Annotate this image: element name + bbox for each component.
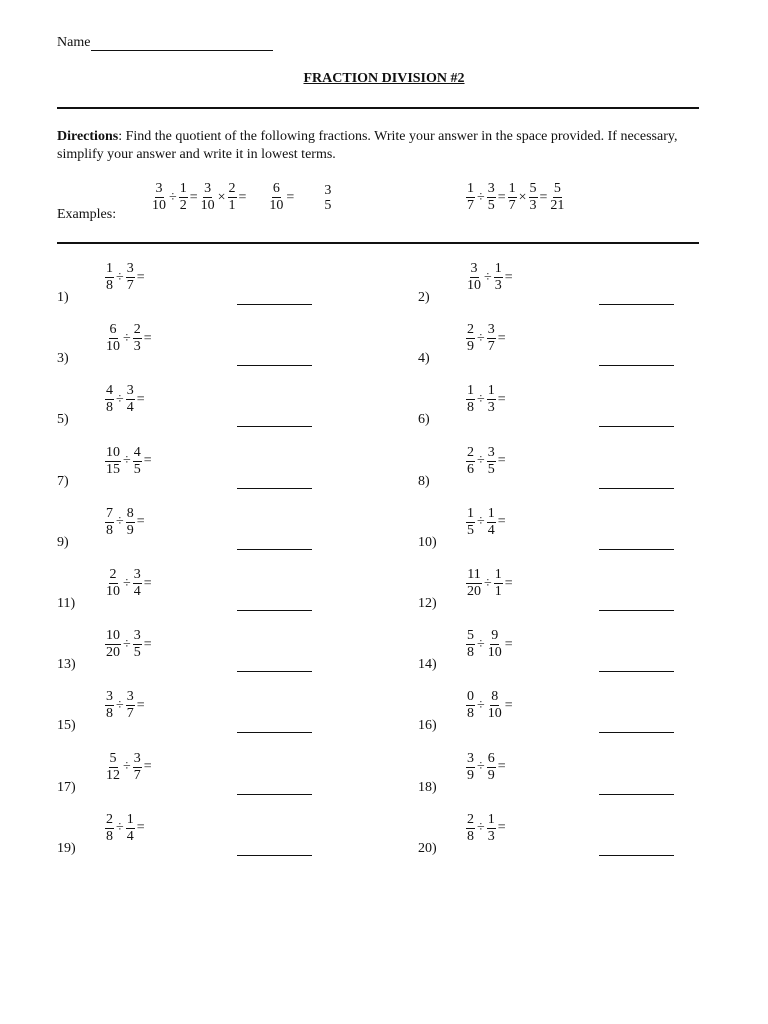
answer-blank[interactable] bbox=[599, 732, 674, 733]
numerator: 8 bbox=[126, 505, 134, 521]
numerator: 10 bbox=[106, 628, 120, 644]
problem-number: 17) bbox=[57, 779, 76, 795]
divide-sign: ÷ bbox=[116, 514, 124, 530]
denominator: 15 bbox=[106, 461, 120, 477]
numerator: 2 bbox=[109, 567, 117, 582]
numerator: 3 bbox=[133, 750, 141, 766]
problem-expression bbox=[104, 446, 153, 477]
answer-blank[interactable] bbox=[237, 488, 312, 489]
denominator: 10 bbox=[106, 584, 120, 599]
problem-number: 9) bbox=[57, 534, 69, 550]
numerator: 10 bbox=[106, 444, 120, 460]
problem-number: 15) bbox=[57, 718, 76, 734]
answer-blank[interactable] bbox=[599, 610, 674, 611]
denominator: 3 bbox=[487, 400, 495, 416]
numerator: 3 bbox=[470, 261, 478, 276]
equals-sign: = bbox=[143, 575, 152, 591]
problem-number: 14) bbox=[418, 657, 437, 673]
fraction bbox=[228, 182, 237, 213]
denominator: 8 bbox=[467, 400, 474, 416]
denominator: 7 bbox=[126, 278, 134, 293]
numerator: 1 bbox=[494, 567, 502, 582]
answer-blank[interactable] bbox=[599, 855, 674, 856]
answer-blank[interactable] bbox=[237, 855, 312, 856]
numerator: 3 bbox=[126, 261, 134, 276]
denominator: 9 bbox=[467, 767, 474, 783]
problem-number: 3) bbox=[57, 351, 69, 367]
denominator: 10 bbox=[487, 645, 502, 661]
numerator: 3 bbox=[126, 383, 134, 399]
denominator: 7 bbox=[467, 198, 474, 213]
numerator: 2 bbox=[228, 181, 236, 196]
examples-divider bbox=[57, 242, 699, 244]
fraction bbox=[179, 182, 188, 213]
divide-sign: ÷ bbox=[116, 269, 124, 285]
equals-sign: = bbox=[497, 820, 506, 836]
fraction bbox=[105, 262, 114, 293]
fraction bbox=[126, 690, 135, 721]
problem-expression bbox=[465, 384, 507, 415]
problem-number: 2) bbox=[418, 290, 430, 305]
equals-sign: = bbox=[497, 330, 506, 346]
numerator: 5 bbox=[109, 750, 117, 766]
fraction bbox=[466, 323, 475, 354]
numerator: 3 bbox=[106, 689, 113, 705]
numerator: 3 bbox=[126, 689, 134, 705]
fraction bbox=[466, 813, 475, 844]
denominator: 4 bbox=[487, 522, 495, 538]
equals-sign: = bbox=[238, 189, 247, 205]
times-sign: × bbox=[217, 189, 226, 205]
numerator: 3 bbox=[133, 628, 141, 644]
equals-sign: = bbox=[504, 575, 513, 591]
fraction bbox=[529, 182, 538, 213]
problem-expression bbox=[465, 507, 507, 538]
problem-number: 19) bbox=[57, 840, 76, 856]
answer-blank[interactable] bbox=[237, 426, 312, 427]
problem-expression bbox=[104, 262, 146, 293]
numerator: 2 bbox=[467, 811, 474, 827]
numerator: 4 bbox=[133, 444, 141, 460]
problem-number: 20) bbox=[418, 840, 437, 856]
denominator: 8 bbox=[106, 828, 113, 844]
fraction bbox=[487, 629, 503, 660]
numerator: 2 bbox=[467, 322, 474, 338]
problem-number: 6) bbox=[418, 412, 430, 428]
fraction bbox=[487, 182, 496, 213]
fraction bbox=[466, 262, 482, 293]
problem-expression bbox=[465, 262, 514, 293]
directions-label: Directions bbox=[57, 129, 119, 144]
problem-expression bbox=[465, 323, 507, 354]
equals-sign: = bbox=[136, 820, 145, 836]
fraction bbox=[105, 690, 114, 721]
numerator: 1 bbox=[467, 383, 474, 399]
numerator: 2 bbox=[133, 322, 141, 338]
answer-blank[interactable] bbox=[599, 426, 674, 427]
fraction bbox=[126, 262, 135, 293]
fraction bbox=[133, 568, 142, 599]
fraction bbox=[133, 629, 142, 660]
divide-sign: ÷ bbox=[477, 189, 485, 205]
worksheet-title: FRACTION DIVISION #2 bbox=[303, 71, 465, 86]
problem-number: 12) bbox=[418, 596, 437, 611]
fraction bbox=[487, 507, 496, 538]
divide-sign: ÷ bbox=[477, 820, 485, 836]
equals-sign: = bbox=[189, 189, 198, 205]
denominator: 20 bbox=[106, 645, 120, 661]
numerator: 6 bbox=[109, 322, 117, 338]
numerator: 6 bbox=[272, 181, 280, 196]
answer-blank[interactable] bbox=[599, 488, 674, 489]
denominator: 10 bbox=[152, 198, 166, 213]
numerator: 3 bbox=[204, 181, 212, 196]
denominator: 3 bbox=[494, 278, 502, 293]
numerator: 3 bbox=[133, 567, 141, 582]
example-1 bbox=[150, 182, 332, 213]
denominator: 7 bbox=[133, 767, 141, 783]
answer-blank[interactable] bbox=[599, 365, 674, 366]
divide-sign: ÷ bbox=[123, 575, 131, 591]
problem-number: 16) bbox=[418, 718, 437, 734]
problem-number: 18) bbox=[418, 779, 437, 795]
numerator: 1 bbox=[126, 811, 134, 827]
answer-blank[interactable] bbox=[599, 304, 674, 305]
equals-sign: = bbox=[504, 269, 513, 285]
denominator: 8 bbox=[467, 706, 474, 722]
fraction bbox=[151, 182, 167, 213]
problem-expression bbox=[104, 752, 153, 783]
fraction bbox=[508, 182, 517, 213]
problem-expression bbox=[104, 507, 146, 538]
divide-sign: ÷ bbox=[123, 330, 131, 346]
fraction bbox=[487, 446, 496, 477]
problem-number: 10) bbox=[418, 534, 437, 550]
problem-number: 5) bbox=[57, 412, 69, 428]
problem-expression bbox=[465, 629, 514, 660]
denominator: 10 bbox=[487, 706, 502, 722]
problem-expression bbox=[104, 568, 153, 599]
divide-sign: ÷ bbox=[477, 697, 485, 713]
fraction bbox=[466, 446, 475, 477]
fraction bbox=[466, 182, 475, 213]
denominator: 2 bbox=[179, 198, 187, 213]
equals-sign: = bbox=[143, 330, 152, 346]
fraction bbox=[105, 323, 121, 354]
numerator: 3 bbox=[487, 444, 495, 460]
fraction bbox=[133, 446, 142, 477]
denominator: 21 bbox=[550, 198, 565, 213]
numerator: 1 bbox=[508, 181, 516, 196]
numerator: 11 bbox=[467, 567, 481, 582]
divide-sign: ÷ bbox=[169, 189, 177, 205]
divide-sign: ÷ bbox=[484, 269, 492, 285]
fraction bbox=[126, 384, 135, 415]
equals-sign: = bbox=[136, 269, 145, 285]
denominator: 8 bbox=[106, 522, 113, 538]
numerator: 3 bbox=[467, 750, 474, 766]
denominator: 7 bbox=[508, 198, 516, 213]
numerator: 1 bbox=[487, 811, 495, 827]
fraction bbox=[549, 182, 565, 213]
equals-sign: = bbox=[143, 759, 152, 775]
fraction bbox=[466, 690, 475, 721]
fraction bbox=[133, 752, 142, 783]
divide-sign: ÷ bbox=[123, 759, 131, 775]
fraction bbox=[105, 384, 114, 415]
fraction bbox=[105, 752, 121, 783]
problem-number: 7) bbox=[57, 473, 69, 489]
answer-blank[interactable] bbox=[237, 671, 312, 672]
equals-sign: = bbox=[497, 514, 506, 530]
answer-blank[interactable] bbox=[599, 549, 674, 550]
denominator: 4 bbox=[133, 584, 141, 599]
problem-expression bbox=[104, 629, 153, 660]
numerator: 3 bbox=[324, 182, 332, 198]
denominator: 12 bbox=[106, 767, 120, 783]
denominator: 3 bbox=[529, 198, 537, 213]
equals-sign: = bbox=[136, 514, 145, 530]
fraction bbox=[494, 568, 503, 599]
denominator: 7 bbox=[126, 706, 134, 722]
problem-expression bbox=[465, 568, 514, 599]
equals-sign: = bbox=[504, 697, 513, 713]
fraction bbox=[105, 629, 121, 660]
numerator: 6 bbox=[487, 750, 495, 766]
fraction bbox=[126, 813, 135, 844]
fraction bbox=[268, 182, 284, 213]
numerator: 5 bbox=[467, 628, 474, 644]
numerator: 5 bbox=[553, 181, 561, 196]
fraction bbox=[133, 323, 142, 354]
denominator: 8 bbox=[106, 400, 113, 416]
numerator: 3 bbox=[487, 322, 495, 338]
example-2 bbox=[465, 182, 566, 213]
problem-expression bbox=[465, 446, 507, 477]
problem-number: 1) bbox=[57, 290, 69, 305]
directions bbox=[57, 128, 697, 164]
numerator: 1 bbox=[106, 261, 113, 276]
divide-sign: ÷ bbox=[116, 391, 124, 407]
name-label: Name bbox=[57, 35, 91, 50]
divide-sign: ÷ bbox=[484, 575, 492, 591]
denominator: 8 bbox=[467, 828, 474, 844]
denominator: 6 bbox=[467, 461, 474, 477]
equals-sign: = bbox=[143, 636, 152, 652]
denominator: 8 bbox=[467, 645, 474, 661]
fraction bbox=[466, 384, 475, 415]
numerator: 9 bbox=[491, 628, 499, 644]
fraction bbox=[466, 629, 475, 660]
divide-sign: ÷ bbox=[477, 453, 485, 469]
denominator: 9 bbox=[126, 522, 134, 538]
numerator: 1 bbox=[467, 505, 474, 521]
denominator: 5 bbox=[133, 461, 141, 477]
fraction bbox=[487, 752, 496, 783]
denominator: 4 bbox=[126, 828, 134, 844]
problem-number: 4) bbox=[418, 351, 430, 367]
name-blank[interactable] bbox=[91, 35, 273, 51]
divide-sign: ÷ bbox=[477, 514, 485, 530]
fraction bbox=[487, 813, 496, 844]
fraction bbox=[105, 507, 114, 538]
problem-expression bbox=[465, 813, 507, 844]
answer-blank[interactable] bbox=[237, 304, 312, 305]
equals-sign: = bbox=[136, 391, 145, 407]
divide-sign: ÷ bbox=[477, 330, 485, 346]
problem-expression bbox=[465, 752, 507, 783]
fraction bbox=[466, 752, 475, 783]
equals-sign: = bbox=[136, 697, 145, 713]
denominator: 4 bbox=[126, 400, 134, 416]
divide-sign: ÷ bbox=[477, 759, 485, 775]
fraction bbox=[466, 568, 482, 599]
denominator: 9 bbox=[467, 339, 474, 355]
answer-fraction bbox=[323, 183, 332, 213]
numerator: 2 bbox=[467, 444, 474, 460]
numerator: 8 bbox=[491, 689, 499, 705]
fraction bbox=[466, 507, 475, 538]
equals-sign: = bbox=[286, 189, 295, 205]
problem-expression bbox=[104, 323, 153, 354]
fraction bbox=[105, 446, 121, 477]
fraction bbox=[200, 182, 216, 213]
fraction bbox=[487, 690, 503, 721]
problem-expression bbox=[104, 384, 146, 415]
equals-sign: = bbox=[497, 391, 506, 407]
numerator: 1 bbox=[487, 505, 495, 521]
numerator: 1 bbox=[179, 181, 187, 196]
times-sign: × bbox=[518, 189, 527, 205]
divide-sign: ÷ bbox=[477, 636, 485, 652]
numerator: 1 bbox=[467, 181, 474, 196]
denominator: 10 bbox=[200, 198, 215, 213]
equals-sign: = bbox=[539, 189, 548, 205]
answer-blank[interactable] bbox=[237, 732, 312, 733]
fraction bbox=[494, 262, 503, 293]
divide-sign: ÷ bbox=[123, 636, 131, 652]
denominator: 1 bbox=[494, 584, 502, 599]
answer-blank[interactable] bbox=[237, 549, 312, 550]
name-field[interactable] bbox=[57, 35, 273, 51]
denominator: 5 bbox=[487, 461, 495, 477]
denominator: 5 bbox=[324, 197, 332, 213]
numerator: 1 bbox=[494, 261, 502, 276]
fraction bbox=[487, 323, 496, 354]
denominator: 1 bbox=[228, 198, 236, 213]
problem-number: 8) bbox=[418, 473, 430, 489]
numerator: 0 bbox=[467, 689, 474, 705]
top-divider bbox=[57, 107, 699, 109]
denominator: 5 bbox=[487, 198, 495, 213]
examples-label: Examples: bbox=[57, 207, 117, 222]
answer-blank[interactable] bbox=[599, 671, 674, 672]
problem-expression bbox=[104, 813, 146, 844]
numerator: 3 bbox=[155, 181, 163, 196]
answer-blank[interactable] bbox=[599, 794, 674, 795]
problem-number: 11) bbox=[57, 596, 76, 611]
denominator: 10 bbox=[467, 278, 481, 293]
numerator: 5 bbox=[529, 181, 537, 196]
answer-blank[interactable] bbox=[237, 794, 312, 795]
equals-sign: = bbox=[497, 453, 506, 469]
numerator: 1 bbox=[487, 383, 495, 399]
fraction bbox=[105, 813, 114, 844]
problem-expression bbox=[104, 690, 146, 721]
numerator: 7 bbox=[106, 505, 113, 521]
denominator: 3 bbox=[133, 339, 141, 355]
fraction bbox=[105, 568, 121, 599]
denominator: 5 bbox=[133, 645, 141, 661]
denominator: 9 bbox=[487, 767, 495, 783]
numerator: 2 bbox=[106, 811, 113, 827]
divide-sign: ÷ bbox=[116, 820, 124, 836]
numerator: 4 bbox=[106, 383, 113, 399]
divide-sign: ÷ bbox=[477, 391, 485, 407]
denominator: 8 bbox=[106, 278, 113, 293]
answer-blank[interactable] bbox=[237, 610, 312, 611]
equals-sign: = bbox=[143, 453, 152, 469]
denominator: 5 bbox=[467, 522, 474, 538]
fraction bbox=[487, 384, 496, 415]
directions-text: : Find the quotient of the following fractions. Write your answer in the space provided. If necessary, simplify your answer and write it in lowest terms. bbox=[57, 129, 678, 162]
equals-sign: = bbox=[497, 189, 506, 205]
problem-number: 13) bbox=[57, 657, 76, 673]
denominator: 3 bbox=[487, 828, 495, 844]
equals-sign: = bbox=[504, 636, 513, 652]
equals-sign: = bbox=[497, 759, 506, 775]
denominator: 10 bbox=[269, 198, 284, 213]
divide-sign: ÷ bbox=[123, 453, 131, 469]
answer-blank[interactable] bbox=[237, 365, 312, 366]
divide-sign: ÷ bbox=[116, 697, 124, 713]
denominator: 20 bbox=[467, 584, 481, 599]
denominator: 10 bbox=[106, 339, 120, 355]
fraction bbox=[126, 507, 135, 538]
problem-expression bbox=[465, 690, 514, 721]
denominator: 7 bbox=[487, 339, 495, 355]
denominator: 8 bbox=[106, 706, 113, 722]
numerator: 3 bbox=[487, 181, 495, 196]
